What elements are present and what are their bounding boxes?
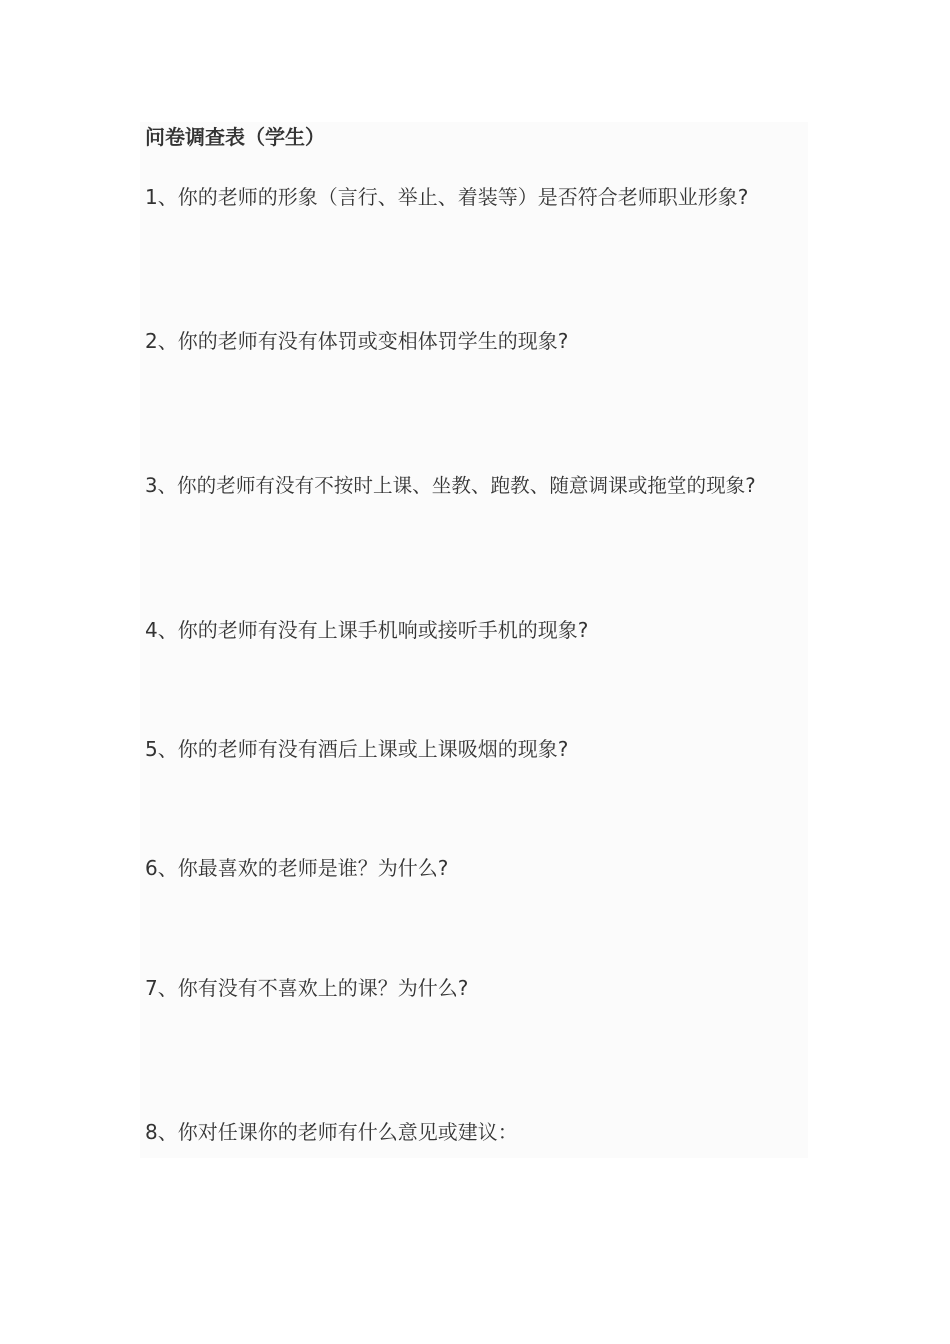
document-title: 问卷调查表（学生） [145,125,325,149]
question-1: 1、你的老师的形象（言行、举止、着装等）是否符合老师职业形象? [145,185,749,209]
question-3: 3、你的老师有没有不按时上课、坐教、跑教、随意调课或拖堂的现象? [145,474,756,497]
question-7: 7、你有没有不喜欢上的课？为什么? [145,976,469,1000]
question-5: 5、你的老师有没有酒后上课或上课吸烟的现象? [145,737,569,761]
question-2: 2、你的老师有没有体罚或变相体罚学生的现象? [145,329,569,353]
question-6: 6、你最喜欢的老师是谁？为什么? [145,856,449,880]
question-4: 4、你的老师有没有上课手机响或接听手机的现象? [145,618,589,642]
question-8: 8、你对任课你的老师有什么意见或建议： [145,1120,518,1144]
